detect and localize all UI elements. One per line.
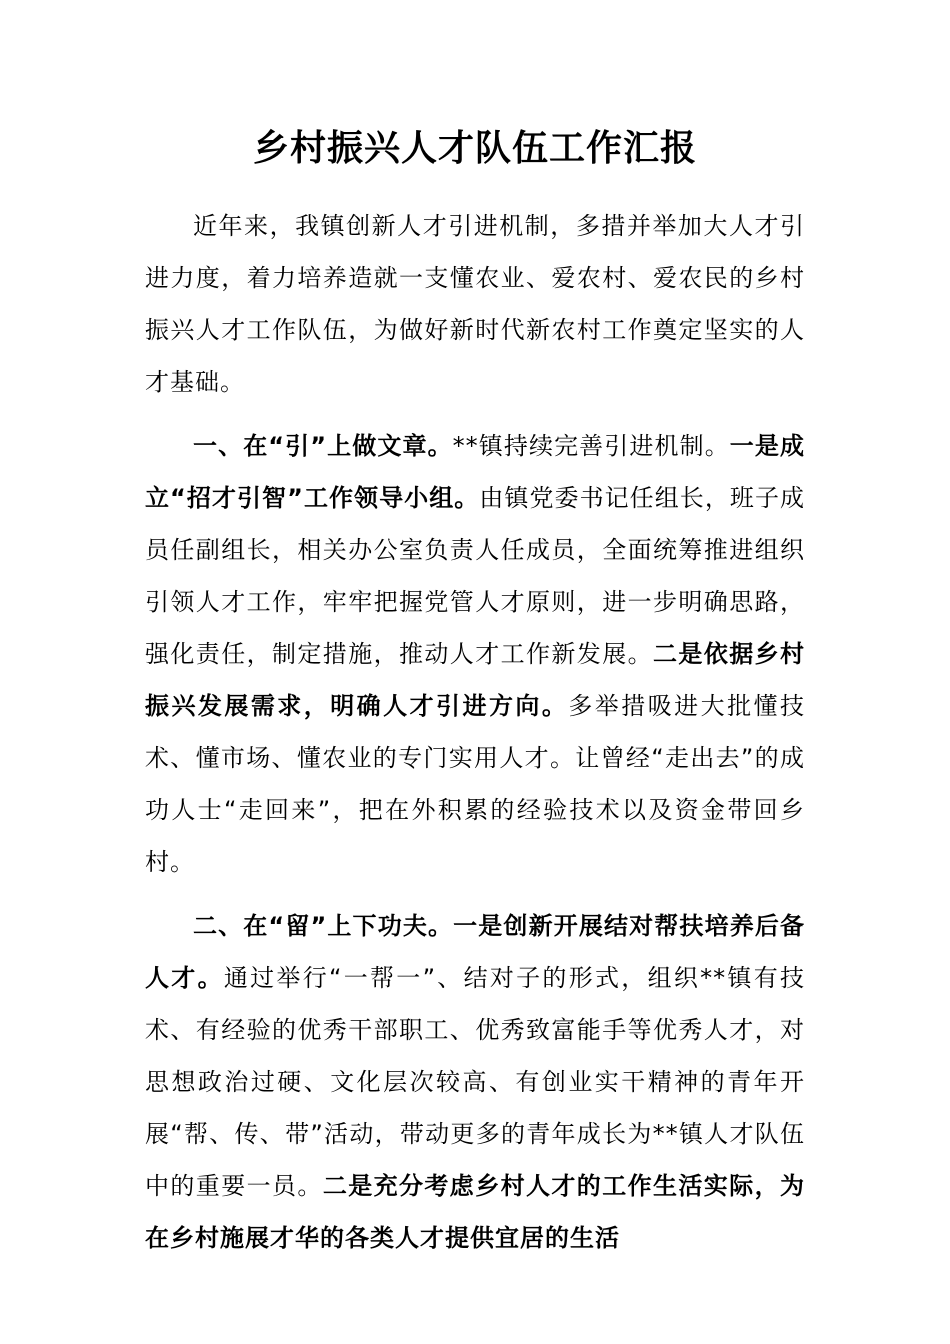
document-title: 乡村振兴人才队伍工作汇报 [252, 127, 697, 169]
intro-paragraph [145, 200, 805, 408]
section-2-point-1-text: 通过举行“一帮一”、结对子的形式，组织**镇有技术、有经验的优秀干部职工、优秀致富能手等优秀人才，对思想政治过硬、文化层次较高、有创业实干精神的青年开展“帮、传、带”活动，带动更多的青年成长为**镇人才队伍中的重要一员。 [145, 964, 805, 1200]
section-1-point-2-text: 多举措吸进大批懂技术、懂市场、懂农业的专门实用人才。让曾经“走出去”的成功人士“走回来”，把在外积累的经验技术以及资金带回乡村。 [145, 692, 806, 876]
section-1-point-1-text: 由镇党委书记任组长，班子成员任副组长，相关办公室负责人任成员，全面统筹推进组织引领人才工作，牢牢把握党管人才原则，进一步明确思路，强化责任，制定措施，推动人才工作新发展。 [145, 484, 806, 668]
section-2-heading: 二、在“留”上下功夫。 [193, 912, 454, 940]
document-body [145, 200, 805, 1264]
section-2-point-1-title: 一是创新开展结对帮扶培养后备人才。 [145, 912, 806, 992]
section-1-paragraph [145, 420, 805, 888]
section-1-point-2-title: 二是依据乡村振兴发展需求，明确人才引进方向。 [145, 640, 805, 720]
section-1-heading: 一、在“引”上做文章。 [193, 432, 453, 460]
section-1-lead: **镇持续完善引进机制。 [452, 432, 730, 460]
section-2-paragraph [145, 900, 805, 1264]
section-2-point-2-title: 二是充分考虑乡村人才的工作生活实际，为在乡村施展才华的各类人才提供宜居的生活 [145, 1172, 806, 1252]
intro-text: 近年来，我镇创新人才引进机制，多措并举加大人才引进力度，着力培养造就一支懂农业、爱农村、爱农民的乡村振兴人才工作队伍，为做好新时代新农村工作奠定坚实的人才基础。 [145, 212, 805, 396]
section-1-point-1-title: 一是成立“招才引智”工作领导小组。 [145, 432, 806, 512]
